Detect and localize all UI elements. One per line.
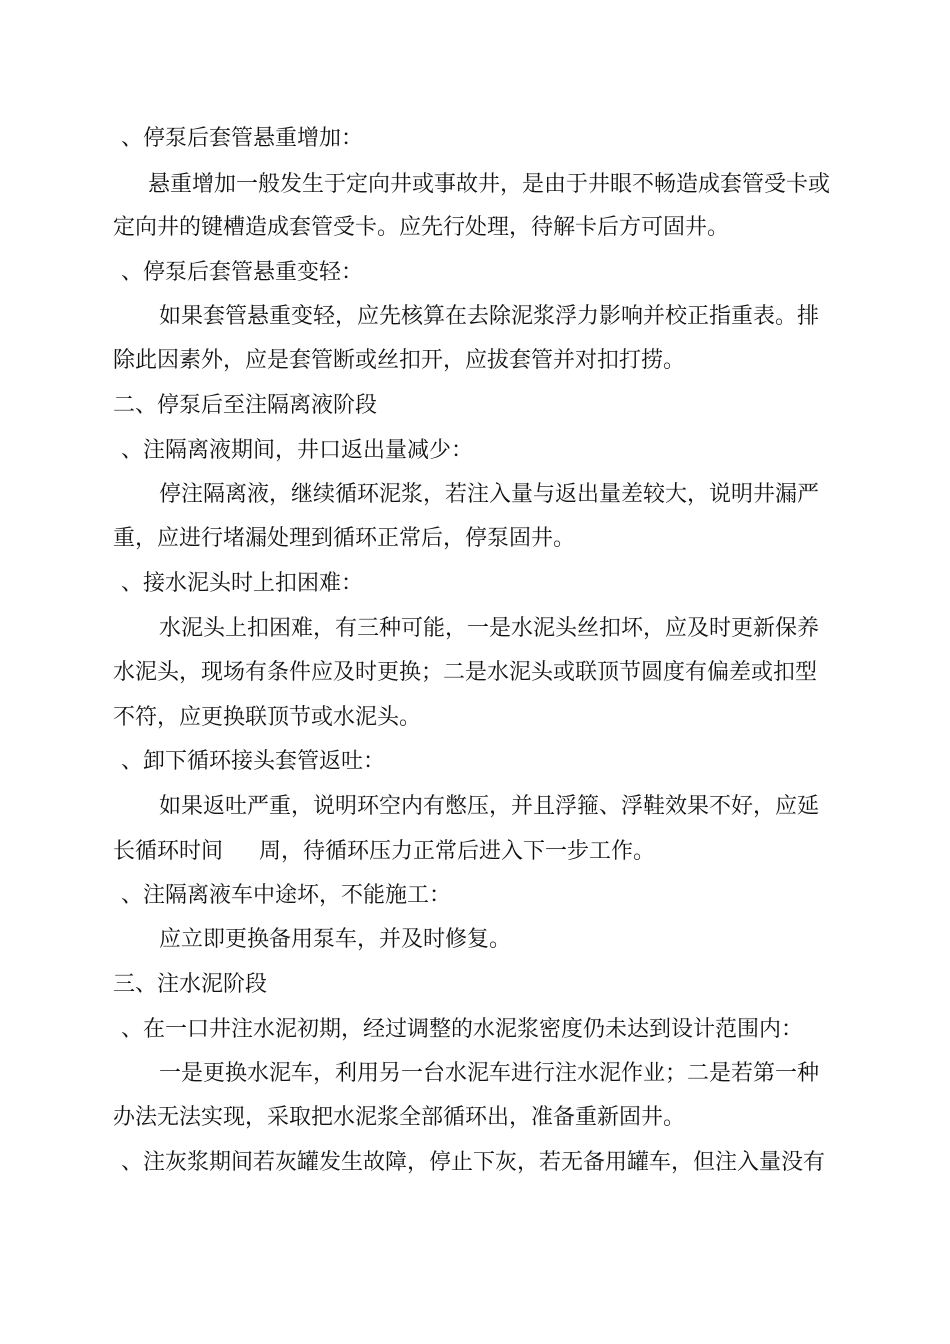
subheading-tank-failure: 、注灰浆期间若灰罐发生故障，停止下灰，若无备用罐车，但注入量没有 bbox=[121, 1150, 826, 1175]
paragraph-line: 如果套管悬重变轻，应先核算在去除泥浆浮力影响并校正指重表。排 bbox=[159, 304, 820, 329]
paragraph-line: 定向井的键槽造成套管受卡。应先行处理，待解卡后方可固井。 bbox=[113, 215, 730, 240]
paragraph-line: 停注隔离液，继续循环泥浆，若注入量与返出量差较大，说明井漏严 bbox=[159, 482, 820, 507]
paragraph-line: 不符，应更换联顶节或水泥头。 bbox=[113, 705, 422, 730]
paragraph-fragment: 长循环时间 bbox=[113, 839, 224, 864]
paragraph-line: 水泥头上扣困难，有三种可能，一是水泥头丝扣坏，应及时更新保养 bbox=[159, 616, 820, 641]
paragraph-line: 重，应进行堵漏处理到循环正常后，停泵固井。 bbox=[113, 526, 576, 551]
subheading-cement-density: 、在一口井注水泥初期，经过调整的水泥浆密度仍未达到设计范围内： bbox=[121, 1017, 804, 1042]
section-heading-3: 三、注水泥阶段 bbox=[113, 972, 268, 997]
subheading-return-decrease: 、注隔离液期间，井口返出量减少： bbox=[121, 438, 474, 463]
subheading-cement-head-thread: 、接水泥头时上扣困难： bbox=[121, 571, 364, 596]
subheading-hanging-weight-increase: 、停泵后套管悬重增加： bbox=[121, 126, 364, 151]
paragraph-line: 悬重增加一般发生于定向井或事故井，是由于井眼不畅造成套管受卡或 bbox=[148, 172, 831, 197]
subheading-hanging-weight-decrease: 、停泵后套管悬重变轻： bbox=[121, 260, 364, 285]
section-heading-2: 二、停泵后至注隔离液阶段 bbox=[113, 393, 378, 418]
subheading-casing-backflow: 、卸下循环接头套管返吐： bbox=[121, 749, 386, 774]
paragraph-line bbox=[113, 837, 655, 867]
subheading-spacer-truck-failure: 、注隔离液车中途坏，不能施工： bbox=[121, 883, 452, 908]
paragraph-line: 除此因素外，应是套管断或丝扣开，应拔套管并对扣打捞。 bbox=[113, 348, 686, 373]
paragraph-line: 应立即更换备用泵车，并及时修复。 bbox=[159, 927, 512, 952]
paragraph-fragment: 周，待循环压力正常后进入下一步工作。 bbox=[259, 839, 656, 864]
paragraph-line: 一是更换水泥车，利用另一台水泥车进行注水泥作业；二是若第一种 bbox=[159, 1061, 820, 1086]
paragraph-line: 水泥头，现场有条件应及时更换；二是水泥头或联顶节圆度有偏差或扣型 bbox=[113, 660, 818, 685]
paragraph-line: 如果返吐严重，说明环空内有憋压，并且浮箍、浮鞋效果不好，应延 bbox=[159, 794, 820, 819]
paragraph-line: 办法无法实现，采取把水泥浆全部循环出，准备重新固井。 bbox=[113, 1105, 686, 1130]
